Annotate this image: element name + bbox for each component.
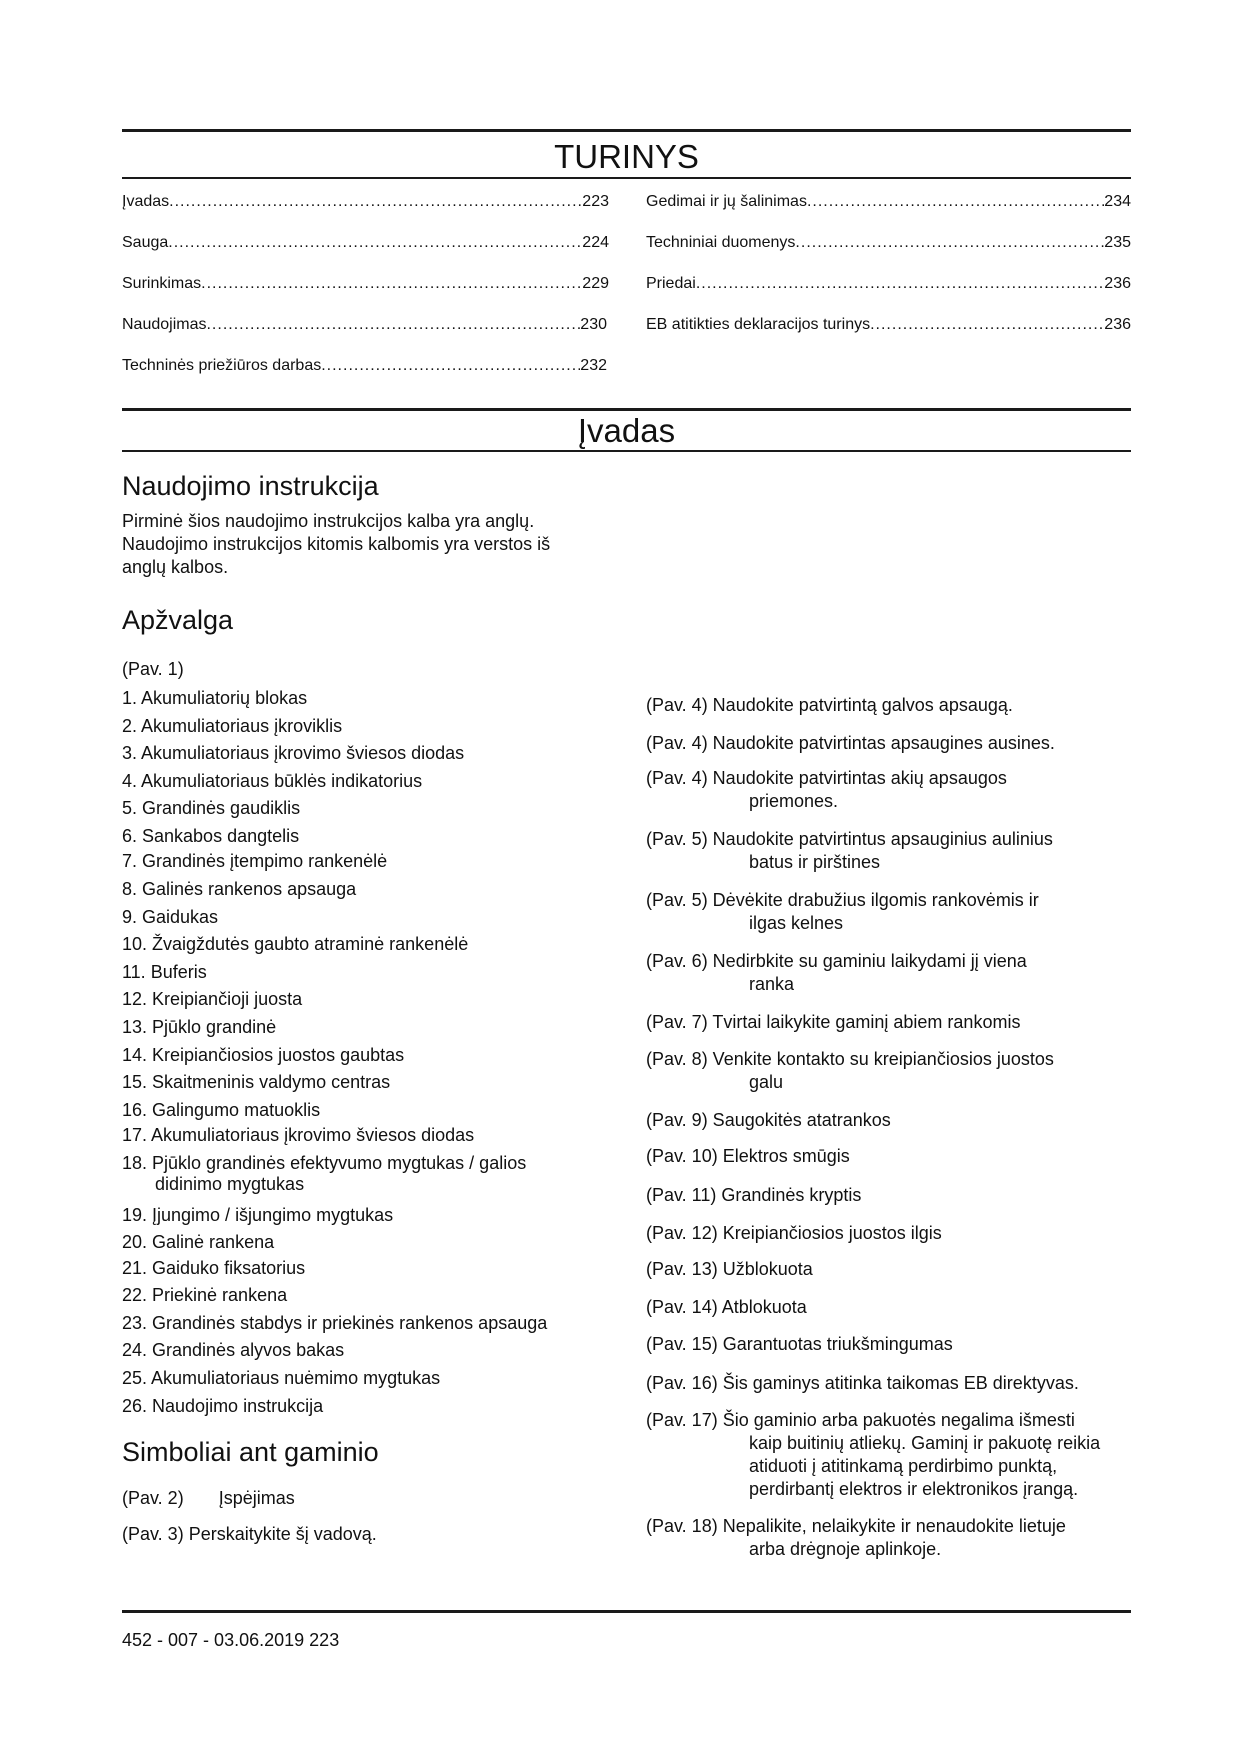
list-item: 25. Akumuliatoriaus nuėmimo mygtukas <box>122 1368 441 1389</box>
symbol-item: (Pav. 11) Grandinės kryptis <box>646 1185 862 1205</box>
symbol-item <box>122 1523 377 1546</box>
toc-entry[interactable] <box>646 275 1131 293</box>
list-item: 11. Buferis <box>122 961 207 982</box>
manual-line: anglų kalbos. <box>122 557 229 577</box>
list-item: 6. Sankabos dangtelis <box>122 825 300 846</box>
toc-entry[interactable] <box>122 234 609 252</box>
list-item: 10. Žvaigždutės gaubto atraminė rankenėlė <box>122 934 469 955</box>
manual-heading: Naudojimo instrukcija <box>122 471 379 501</box>
toc-entry-title: EB atitikties deklaracijos turinys <box>646 316 871 333</box>
list-item: 26. Naudojimo instrukcija <box>122 1395 324 1416</box>
list-item: 22. Priekinė rankena <box>122 1285 288 1306</box>
list-item: 23. Grandinės stabdys ir priekinės rankenos apsauga <box>122 1312 548 1333</box>
footer-code: 452 - 007 - 03.06.2019 <box>122 1630 305 1650</box>
toc-entry[interactable] <box>646 316 1131 334</box>
toc-entry-page: 229 <box>582 275 609 292</box>
toc-entry-title: Priedai <box>646 275 696 292</box>
symbol-ref: (Pav. 3) <box>122 1524 184 1544</box>
symbol-item: (Pav. 13) Užblokuota <box>646 1259 813 1279</box>
symbol-item: (Pav. 10) Elektros smūgis <box>646 1146 850 1166</box>
manual-line: Pirminė šios naudojimo instrukcijos kalba yra anglų. <box>122 511 535 531</box>
symbol-item: (Pav. 15) Garantuotas triukšmingumas <box>646 1334 953 1354</box>
intro-title: Įvadas <box>577 412 676 449</box>
symbol-item: (Pav. 5) Naudokite patvirtintus apsauginius aulinius batus ir pirštines <box>646 829 1053 872</box>
intro-bottom-rule <box>122 450 1131 452</box>
list-item: 17. Akumuliatoriaus įkrovimo šviesos diodas <box>122 1125 475 1146</box>
toc-entry-page: 236 <box>1104 275 1131 292</box>
page-number: 223 <box>309 1630 340 1650</box>
symbol-item: (Pav. 4) Naudokite patvirtintas apsaugines ausines. <box>646 733 1055 753</box>
list-item: 18. Pjūklo grandinės efektyvumo mygtukas / galios didinimo mygtukas <box>122 1152 527 1194</box>
toc-entry-title: Gedimai ir jų šalinimas <box>646 193 807 210</box>
list-item: 16. Galingumo matuoklis <box>122 1099 321 1120</box>
toc-entry[interactable] <box>646 234 1131 252</box>
list-item: 15. Skaitmeninis valdymo centras <box>122 1072 391 1093</box>
symbol-text: Perskaitykite šį vadovą. <box>188 1524 377 1544</box>
symbol-item: (Pav. 12) Kreipiančiosios juostos ilgis <box>646 1223 942 1243</box>
toc-entry-page: 223 <box>582 193 609 210</box>
symbol-item: (Pav. 6) Nedirbkite su gaminiu laikydami jį viena ranka <box>646 951 1027 994</box>
toc-entry-page: 235 <box>1104 234 1131 251</box>
toc-entry[interactable] <box>122 316 607 334</box>
overview-heading: Apžvalga <box>122 605 234 635</box>
toc-entry-page: 224 <box>582 234 609 251</box>
list-item: 7. Grandinės įtempimo rankenėlė <box>122 851 388 872</box>
toc-entry-page: 236 <box>1104 316 1131 333</box>
symbol-item: (Pav. 9) Saugokitės atatrankos <box>646 1110 891 1130</box>
toc-entry-page: 232 <box>580 357 607 374</box>
list-item: 9. Gaidukas <box>122 906 219 927</box>
parts-list <box>122 688 622 1423</box>
list-item: 2. Akumuliatoriaus įkroviklis <box>122 715 343 736</box>
toc-entry-title: Sauga <box>122 234 169 251</box>
symbol-item: (Pav. 4) Naudokite patvirtintas akių apsaugos priemones. <box>646 768 1007 811</box>
toc-entry-title: Įvadas <box>122 193 170 210</box>
toc-entry[interactable] <box>122 193 609 211</box>
symbol-item <box>122 1487 295 1510</box>
list-item: 8. Galinės rankenos apsauga <box>122 878 357 899</box>
symbol-item: (Pav. 17) Šio gaminio arba pakuotės negalima išmesti kaip buitinių atliekų. Gaminį ir pakuotę reikia atiduoti į atitinkamą perdirbimo punktą, perdirbantį elektros ir elektronikos įrangą. <box>646 1410 1101 1499</box>
toc-bottom-rule <box>122 177 1131 179</box>
list-item: 20. Galinė rankena <box>122 1232 275 1253</box>
list-item: 4. Akumuliatoriaus būklės indikatorius <box>122 770 423 791</box>
overview-figure-ref: (Pav. 1) <box>122 659 184 679</box>
symbol-item: (Pav. 5) Dėvėkite drabužius ilgomis rankovėmis ir ilgas kelnes <box>646 890 1039 933</box>
list-item: 24. Grandinės alyvos bakas <box>122 1340 345 1361</box>
list-item: 19. Įjungimo / išjungimo mygtukas <box>122 1204 394 1225</box>
symbol-item: (Pav. 18) Nepalikite, nelaikykite ir nenaudokite lietuje arba drėgnoje aplinkoje. <box>646 1516 1066 1559</box>
manual-text <box>122 510 622 579</box>
symbol-item: (Pav. 16) Šis gaminys atitinka taikomas EB direktyvas. <box>646 1373 1079 1393</box>
symbol-text: Įspėjimas <box>218 1488 295 1508</box>
toc-top-rule <box>122 129 1131 132</box>
list-item: 13. Pjūklo grandinė <box>122 1016 277 1037</box>
toc-title: TURINYS <box>554 138 699 175</box>
list-item: 3. Akumuliatoriaus įkrovimo šviesos diodas <box>122 743 465 764</box>
symbol-item: (Pav. 7) Tvirtai laikykite gaminį abiem rankomis <box>646 1012 1021 1032</box>
symbols-heading: Simboliai ant gaminio <box>122 1437 379 1467</box>
list-item: 12. Kreipiančioji juosta <box>122 989 303 1010</box>
toc-entry[interactable] <box>122 357 607 375</box>
toc-entry-page: 234 <box>1104 193 1131 210</box>
footer <box>122 1630 339 1651</box>
toc-entry[interactable] <box>646 193 1131 211</box>
list-item: 5. Grandinės gaudiklis <box>122 798 301 819</box>
toc-entry-title: Techniniai duomenys <box>646 234 796 251</box>
toc-entry[interactable] <box>122 275 609 293</box>
manual-line: Naudojimo instrukcijos kitomis kalbomis yra verstos iš <box>122 534 551 554</box>
toc-entry-title: Surinkimas <box>122 275 202 292</box>
toc-entry-title: Naudojimas <box>122 316 207 333</box>
symbol-item: (Pav. 14) Atblokuota <box>646 1297 807 1317</box>
list-item: 14. Kreipiančiosios juostos gaubtas <box>122 1044 405 1065</box>
symbol-item: (Pav. 8) Venkite kontakto su kreipiančiosios juostos galu <box>646 1049 1054 1092</box>
list-item: 1. Akumuliatorių blokas <box>122 688 308 708</box>
list-item: 21. Gaiduko fiksatorius <box>122 1257 306 1278</box>
toc-entry-title: Techninės priežiūros darbas <box>122 357 322 374</box>
toc-entry-page: 230 <box>580 316 607 333</box>
footer-rule <box>122 1610 1131 1613</box>
symbol-ref: (Pav. 2) <box>122 1488 184 1508</box>
symbol-item: (Pav. 4) Naudokite patvirtintą galvos apsaugą. <box>646 695 1013 715</box>
